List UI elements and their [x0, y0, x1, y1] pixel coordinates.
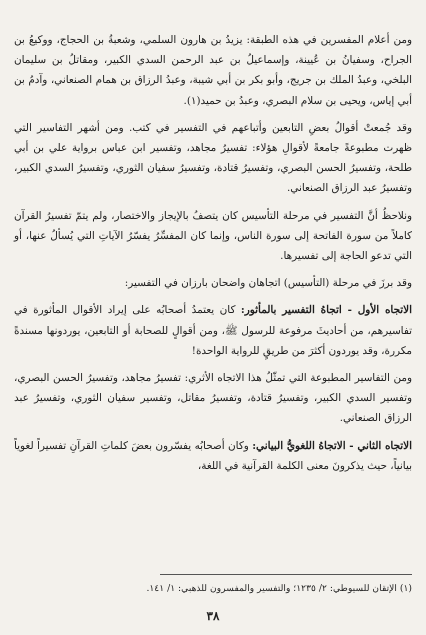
paragraph-foundation-stage: ونلاحظُ أنَّ التفسير في مرحلة التأسيس كان يتصفُ بالإيجاز والاختصار، ولم يتمّ تفسيرُ القرآن كاملاً من سورة الفاتحة إلى سورة الناس، وإنما كان المفسِّرُ يفسّرُ الآياتِ التي يُسألُ عنها، أو التي تدعو الحاجة إلى تفسيرها.: [14, 209, 412, 263]
paragraph-first-trend: [14, 300, 412, 361]
page-body: [14, 30, 412, 483]
paragraph-two-trends: وقد برزَ في مرحلة (التأسيس) اتجاهان واضحان بارزان في التفسير:: [124, 277, 412, 290]
second-trend-text: وكان أصحابُه يفسّرون بعضَ كلماتِ القرآنِ تفسيراً لغوياً بيانياً، حيث يذكرونَ معنى الكلمة القرآنية في اللغة،: [14, 439, 412, 472]
paragraph-second-trend: [14, 436, 412, 476]
first-trend-text: كان يعتمدُ أصحابُه على إيراد الأقوال المأثورة في تفاسيرهم، من أحاديثَ مرفوعة للرسول ﷺ، ومن أقوالٍ للصحابة أو التابعين، يوردونها مسندةً مكررة، وقد يوردون أكثرَ من طريقٍ للرواية الواحدة!: [14, 304, 412, 357]
second-trend-heading: الاتجاه الثاني - الاتجاهُ اللغويُّ البياني:: [252, 439, 412, 452]
paragraph-athari-books: ومن التفاسير المطبوعة التي تمثّلُ هذا الاتجاه الأثري: تفسيرُ مجاهد، وتفسيرُ الحسن البصري، وتفسير السدي الكبير، وتفسيرُ قتادة، وتفسيرُ مقاتل، وتفسير سفيان الثوري، وتفسيرُ عبد الرزاق الصنعاني.: [14, 372, 412, 425]
paragraph-mufassirun: ومن أعلام المفسرين في هذه الطبقة: يزيدُ بن هارون السلمي، وشعبةُ بن الحجاج، ووكيعُ بن الجراح، وسفيانُ بن عُيينة، وإسماعيلُ بن عبد الرحمن السدي الكبير، ومقاتلُ بن سليمان البلخي، وعبدُ الملك بن جريج، وأبو بكر بن أبي شيبة، وعبدُ الرزاق بن همام الصنعاني، وآدمُ بن أبي إياس، ويحيى بن سلام البصري، وعبدُ بن حميد(١).: [14, 34, 412, 107]
paragraph-tafsir-collections: وقد جُمعتْ أقوالُ بعضِ التابعين وأتباعهم في التفسير في كتب. ومن أشهر التفاسير التي ظهرت مطبوعةً جامعةً لأقوالِ هؤلاء: تفسيرُ مجاهد، وتفسير ابن عباس برواية علي بن أبي طلحة، وتفسيرُ الحسن البصري، وتفسيرُ قتادة، وتفسيرُ سفيان الثوري، وتفسيرُ السدي الكبير، وتفسيرُ عبد الرزاق الصنعاني.: [14, 121, 412, 195]
footnote-divider: [160, 574, 412, 575]
footnote: (١) الإتقان للسيوطي: ٢/ ١٢٣٥؛ والتفسير والمفسرون للذهبي: ١/ ١٤١.: [146, 583, 412, 594]
first-trend-heading: الاتجاه الأول - اتجاهُ التفسير بالمأثور:: [240, 304, 412, 317]
page-number: ٣٨: [206, 609, 220, 623]
